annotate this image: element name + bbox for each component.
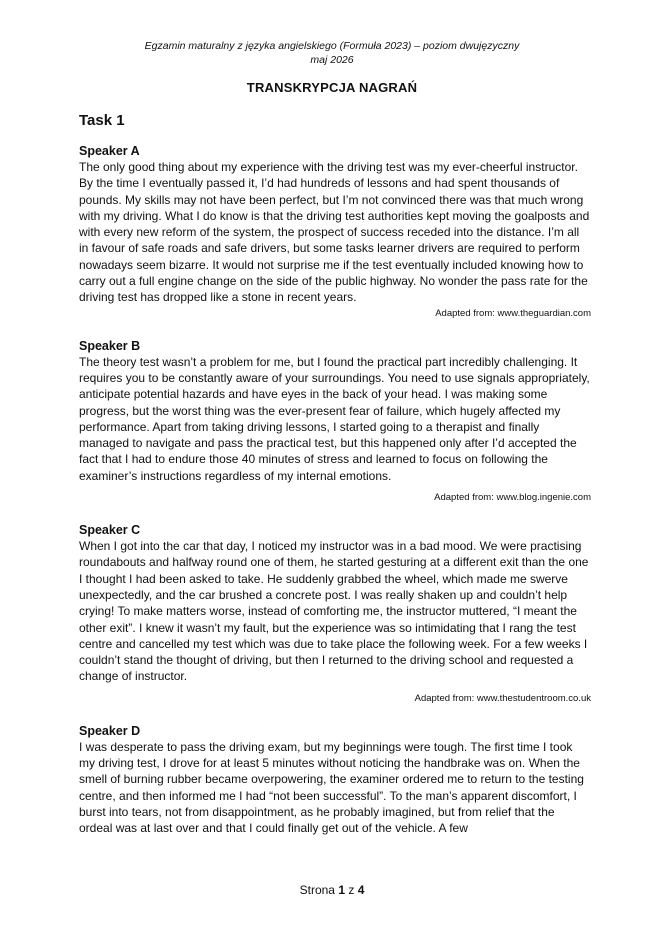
speaker-section-b	[79, 338, 591, 505]
speaker-label: Speaker B	[79, 338, 141, 353]
task-heading: Task 1	[79, 112, 125, 129]
source-attribution: Adapted from: www.thestudentroom.co.uk	[414, 692, 591, 704]
document-title: TRANSKRYPCJA NAGRAŃ	[246, 80, 418, 95]
speaker-label: Speaker A	[79, 144, 140, 158]
source-attribution: Adapted from: www.theguardian.com	[435, 307, 591, 319]
speaker-text: I was desperate to pass the driving exam, but my beginnings were tough. The first time I took my driving test, I drove for at least 5 minutes without noticing the handbrake was on. When the smell of burning rubber became overpowering, the examiner ordered me to return to the testing centre, and then informed me I had “not been successful”. To the man’s apparent discomfort, I burst into tears, not from disappointment, as he probably imagined, but from relief that the ordeal was at last over and that I could finally get out of the vehicle. A few	[79, 739, 584, 836]
exam-title: Egzamin maturalny z języka angielskiego (Formuła 2023) – poziom dwujęzyczny	[144, 40, 520, 52]
source-attribution: Adapted from: www.blog.ingenie.com	[434, 492, 591, 504]
page-total: 4	[357, 883, 365, 897]
speaker-section-d	[79, 723, 591, 837]
page-footer	[0, 883, 664, 897]
page-separator: z	[348, 883, 355, 897]
speaker-text: The only good thing about my experience with the driving test was my ever-cheerful instructor. By the time I eventually passed it, I’d had hundreds of lessons and had spent thousands of pounds. My skills may not have been perfect, but I’m not convinced there was that much wrong with my driving. What I do know is that the driving test authorities kept moving the goalposts and with every new reform of the system, the prospect of success receded into the distance. I’m all in favour of safe roads and safe drivers, but some tasks learner drivers are required to perform nowadays seem bizarre. It would not surprise me if the test eventually included knowing how to carry out a full engine change on the side of the public highway. No wonder the pass rate for the driving test has dropped like a stone in recent years.	[79, 160, 590, 305]
speaker-text: When I got into the car that day, I noticed my instructor was in a bad mood. We were practising roundabouts and halfway round one of them, he started gesturing at a different exit than the one I thought I had been asked to take. He suddenly grabbed the wheel, which made me swerve unexpectedly, and the car brushed a concrete post. I was really shaken up and couldn’t help crying! To make matters worse, instead of comforting me, the instructor muttered, “I meant the other exit”. I knew it wasn’t my fault, but the experience was so intimidating that I rang the test centre and cancelled my test which was due to take place the following week. For a few weeks I couldn’t stand the thought of driving, but then I returned to the driving school and requested a change of instructor.	[79, 539, 589, 684]
page-prefix: Strona	[299, 883, 335, 897]
speaker-section-a	[79, 143, 591, 321]
page-header	[0, 39, 664, 67]
speaker-section-c	[79, 522, 591, 706]
speaker-label: Speaker C	[79, 523, 141, 538]
exam-date: maj 2026	[310, 54, 354, 66]
speaker-text: The theory test wasn’t a problem for me, but I found the practical part incredibly challenging. It requires you to be constantly aware of your surroundings. You need to use signals appropriately, anticipate potential hazards and have eyes in the back of your head. I was making some progress, but the worst thing was the ever-present fear of failure, which hugely affected my performance. Apart from taking driving lessons, I started going to a therapist and finally managed to navigate and pass the practical test, but this happened only after I’d accepted the fact that I had to endure those 40 minutes of stress and learned to focus on following the examiner’s instructions regardless of my internal emotions.	[79, 354, 590, 483]
speaker-label: Speaker D	[79, 723, 141, 738]
page-number: 1	[338, 883, 345, 897]
transcript-content	[79, 143, 591, 854]
